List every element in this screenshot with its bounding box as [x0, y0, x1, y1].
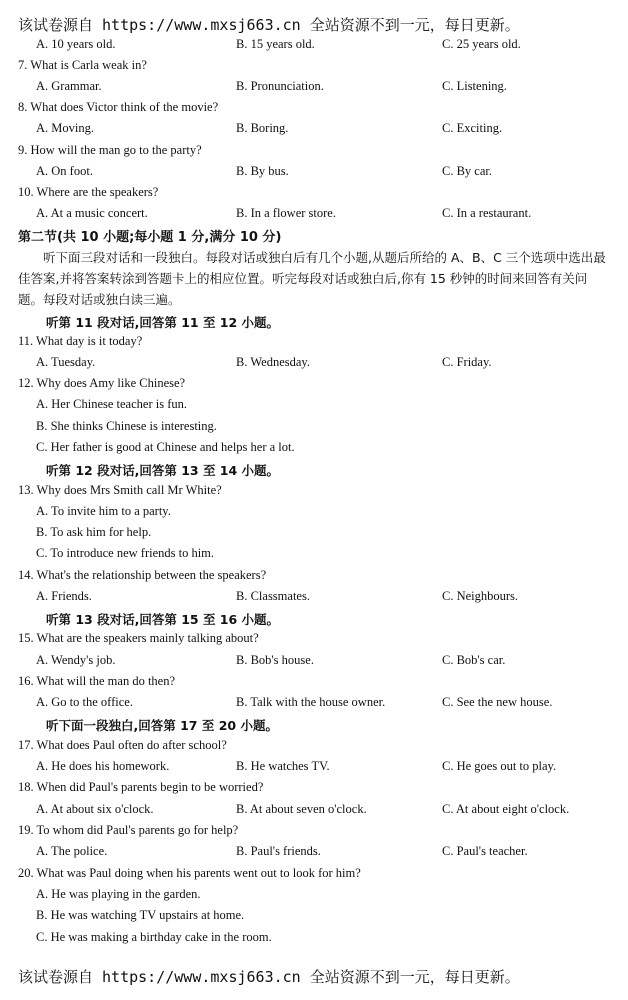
q13-option-a: A. To invite him to a party.	[36, 504, 171, 518]
q7-option-b: B. Pronunciation.	[236, 79, 324, 93]
watermark-bottom: 该试卷源自 https://www.mxsj663.cn 全站资源不到一元，每日更新。	[18, 968, 520, 986]
q18-option-b: B. At about seven o'clock.	[236, 802, 367, 816]
question-18: 18. When did Paul's parents begin to be worried?	[18, 780, 264, 794]
q20-option-b: B. He was watching TV upstairs at home.	[36, 908, 245, 922]
q19-option-c: C. Paul's teacher.	[442, 844, 528, 858]
q9-option-b: B. By bus.	[236, 164, 289, 178]
q9-option-c: C. By car.	[442, 164, 492, 178]
q12-option-c: C. Her father is good at Chinese and helps her a lot.	[36, 440, 295, 454]
q9-option-a: A. On foot.	[36, 164, 93, 178]
question-7: 7. What is Carla weak in?	[18, 58, 147, 72]
question-15: 15. What are the speakers mainly talking about?	[18, 631, 259, 645]
question-17: 17. What does Paul often do after school?	[18, 738, 227, 752]
q7-option-a: A. Grammar.	[36, 79, 102, 93]
q16-option-b: B. Talk with the house owner.	[236, 695, 386, 709]
q12-option-a: A. Her Chinese teacher is fun.	[36, 397, 187, 411]
q20-option-a: A. He was playing in the garden.	[36, 887, 201, 901]
q15-option-a: A. Wendy's job.	[36, 653, 116, 667]
q6-option-b: B. 15 years old.	[236, 37, 315, 51]
subheading-dialogue-13: 听第 13 段对话,回答第 15 至 16 小题。	[46, 612, 280, 627]
q13-option-b: B. To ask him for help.	[36, 525, 152, 539]
q11-option-b: B. Wednesday.	[236, 355, 310, 369]
question-8: 8. What does Victor think of the movie?	[18, 100, 219, 114]
q16-option-c: C. See the new house.	[442, 695, 553, 709]
question-9: 9. How will the man go to the party?	[18, 143, 202, 157]
q8-option-c: C. Exciting.	[442, 121, 503, 135]
q10-option-c: C. In a restaurant.	[442, 206, 532, 220]
q14-option-a: A. Friends.	[36, 589, 92, 603]
question-13: 13. Why does Mrs Smith call Mr White?	[18, 483, 222, 497]
section-2-heading: 第二节(共 10 小题;每小题 1 分,满分 10 分)	[18, 230, 282, 245]
q6-option-c: C. 25 years old.	[442, 37, 521, 51]
q14-option-c: C. Neighbours.	[442, 589, 519, 603]
question-14: 14. What's the relationship between the speakers?	[18, 568, 267, 582]
question-20: 20. What was Paul doing when his parents went out to look for him?	[18, 866, 361, 880]
q11-option-a: A. Tuesday.	[36, 355, 96, 369]
subheading-dialogue-11: 听第 11 段对话,回答第 11 至 12 小题。	[46, 315, 280, 330]
q10-option-a: A. At a music concert.	[36, 206, 148, 220]
q13-option-c: C. To introduce new friends to him.	[36, 546, 215, 560]
q16-option-a: A. Go to the office.	[36, 695, 133, 709]
watermark-top: 该试卷源自 https://www.mxsj663.cn 全站资源不到一元，每日更新。	[18, 16, 520, 34]
q8-option-a: A. Moving.	[36, 121, 94, 135]
question-12: 12. Why does Amy like Chinese?	[18, 376, 186, 390]
q17-option-a: A. He does his homework.	[36, 759, 170, 773]
question-19: 19. To whom did Paul's parents go for help?	[18, 823, 239, 837]
q7-option-c: C. Listening.	[442, 79, 507, 93]
q17-option-c: C. He goes out to play.	[442, 759, 557, 773]
q14-option-b: B. Classmates.	[236, 589, 310, 603]
q19-option-b: B. Paul's friends.	[236, 844, 321, 858]
q15-option-c: C. Bob's car.	[442, 653, 506, 667]
q11-option-c: C. Friday.	[442, 355, 492, 369]
q12-option-b: B. She thinks Chinese is interesting.	[36, 419, 217, 433]
q18-option-c: C. At about eight o'clock.	[442, 802, 570, 816]
q18-option-a: A. At about six o'clock.	[36, 802, 154, 816]
q10-option-b: B. In a flower store.	[236, 206, 336, 220]
subheading-dialogue-12: 听第 12 段对话,回答第 13 至 14 小题。	[46, 463, 280, 478]
q17-option-b: B. He watches TV.	[236, 759, 330, 773]
q15-option-b: B. Bob's house.	[236, 653, 314, 667]
question-10: 10. Where are the speakers?	[18, 185, 159, 199]
question-16: 16. What will the man do then?	[18, 674, 176, 688]
section-2-instructions: 听下面三段对话和一段独白。每段对话或独白后有几个小题,从题后所给的 A、B、C 三个选项中选出最佳答案,并将答案转涂到答题卡上的相应位置。听完每段对话或独白后,你有 15 秒钟的时间来回答有关问题。每段对话或独白读三遍。	[18, 250, 606, 307]
q19-option-a: A. The police.	[36, 844, 108, 858]
q20-option-c: C. He was making a birthday cake in the room.	[36, 930, 272, 944]
subheading-monologue: 听下面一段独白,回答第 17 至 20 小题。	[46, 718, 278, 733]
q8-option-b: B. Boring.	[236, 121, 289, 135]
q6-option-a: A. 10 years old.	[36, 37, 116, 51]
question-11: 11. What day is it today?	[18, 334, 143, 348]
